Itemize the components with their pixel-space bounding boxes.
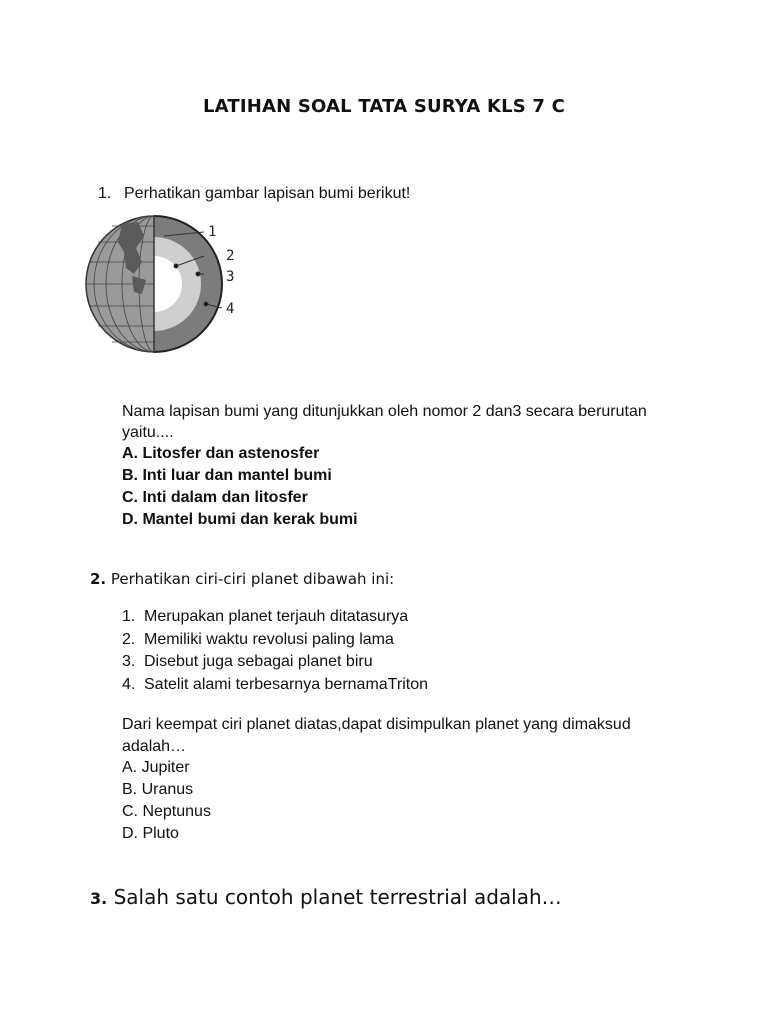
diagram-label-2: 2 — [226, 248, 235, 264]
list-item: 1. Merupakan planet terjauh ditatasurya — [122, 608, 409, 625]
diagram-label-3: 3 — [226, 269, 235, 285]
list-item: 3. Disebut juga sebagai planet biru — [122, 653, 373, 670]
list-item: 2. Memiliki waktu revolusi paling lama — [122, 630, 394, 648]
planet-characteristics-list — [122, 606, 428, 696]
answer-option-d[interactable]: D. Pluto — [122, 825, 179, 842]
diagram-label-1: 1 — [208, 224, 217, 240]
answer-option-a[interactable]: A. Jupiter — [122, 759, 190, 776]
answer-option-c[interactable]: C. Neptunus — [122, 803, 211, 820]
answer-option-d[interactable]: D. Mantel bumi dan kerak bumi — [122, 511, 358, 528]
answer-option-b[interactable]: B. Inti luar dan mantel bumi — [122, 467, 332, 484]
question-1-prompt — [98, 185, 410, 203]
question-number: 2. — [90, 570, 107, 588]
list-item: 4. Satelit alami terbesarnya bernamaTriton — [122, 675, 428, 693]
question-number: 1. — [98, 185, 112, 202]
diagram-label-4: 4 — [226, 301, 235, 317]
question-text: Perhatikan gambar lapisan bumi berikut! — [124, 185, 411, 202]
answer-option-b[interactable]: B. Uranus — [122, 781, 194, 798]
earth-layers-diagram — [72, 214, 272, 364]
answer-option-a[interactable]: A. Litosfer dan astenosfer — [122, 445, 320, 462]
question-text: Salah satu contoh planet terrestrial adalah… — [113, 885, 562, 909]
question-number: 3. — [90, 889, 108, 908]
question-text: Perhatikan ciri-ciri planet dibawah ini: — [110, 570, 395, 588]
question-2-stem: Dari keempat ciri planet diatas,dapat disimpulkan planet yang dimaksud adalah… — [122, 716, 631, 755]
question-3-prompt — [90, 885, 562, 909]
page-title: LATIHAN SOAL TATA SURYA KLS 7 C — [202, 96, 566, 117]
question-1-stem: Nama lapisan bumi yang ditunjukkan oleh nomor 2 dan3 secara berurutan yaitu.... — [122, 403, 647, 441]
question-2-prompt — [90, 570, 394, 588]
answer-option-c[interactable]: C. Inti dalam dan litosfer — [122, 489, 308, 506]
